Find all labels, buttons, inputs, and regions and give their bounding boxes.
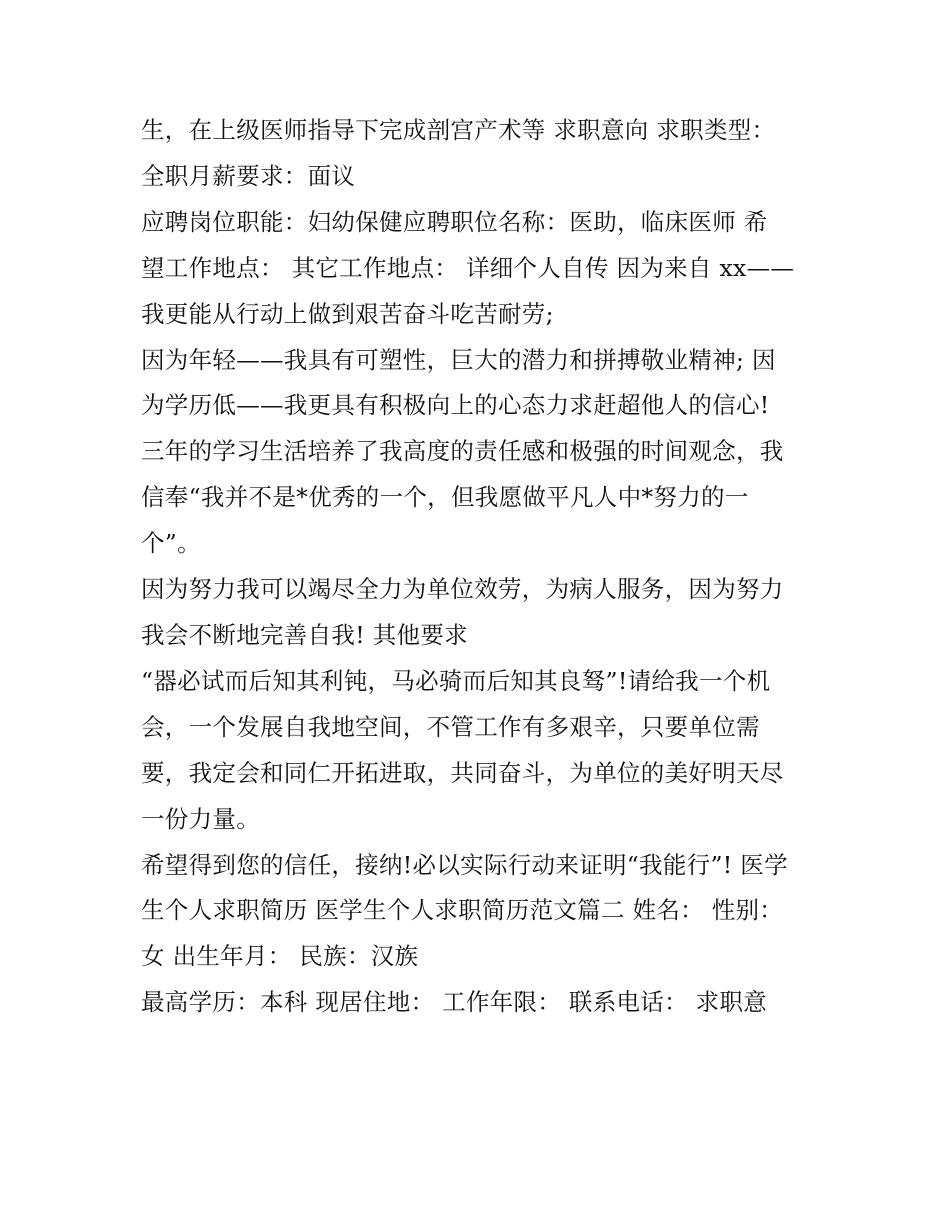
text-line: 生，在上级医师指导下完成剖宫产术等 求职意向 求职类型： (141, 116, 776, 144)
text-line: 望工作地点： 其它工作地点： 详细个人自传 因为来自 xx—— (141, 253, 795, 282)
text-line: 信奉“我并不是*优秀的一个，但我愿做平凡人中*努力的一 (141, 483, 749, 512)
text-line: 我更能从行动上做到艰苦奋斗吃苦耐劳; (141, 299, 554, 328)
text-line: 最高学历：本科 现居住地： 工作年限： 联系电话： 求职意 (141, 988, 768, 1017)
text-line: 因为努力我可以竭尽全力为单位效劳，为病人服务，因为努力 (141, 575, 784, 604)
text-line: 一份力量。 (141, 804, 260, 833)
text-line: 三年的学习生活培养了我高度的责任感和极强的时间观念，我 (141, 437, 784, 466)
text-line: “器必试而后知其利钝，马必骑而后知其良驽”!请给我一个机 (141, 666, 771, 695)
text-line: 为学历低——我更具有积极向上的心态力求赶超他人的信心! (141, 391, 770, 420)
text-line: 个”。 (141, 529, 201, 558)
text-line: 全职月薪要求：面议 (141, 161, 356, 190)
text-line: 因为年轻——我具有可塑性，巨大的潜力和拼搏敬业精神; 因 (141, 345, 776, 374)
text-line: 要，我定会和同仁开拓进取，共同奋斗，为单位的美好明天尽 (141, 758, 784, 787)
text-line: 应聘岗位职能：妇幼保健应聘职位名称：医助，临床医师 希 (141, 207, 768, 236)
text-line: 生个人求职简历 医学生个人求职简历范文篇二 姓名： 性别： (141, 896, 784, 925)
document-body (141, 108, 821, 1026)
text-line: 会，一个发展自我地空间，不管工作有多艰辛，只要单位需 (141, 712, 760, 741)
text-line: 我会不断地完善自我! 其他要求 (141, 620, 468, 649)
text-line: 女 出生年月： 民族：汉族 (141, 942, 419, 971)
text-line: 希望得到您的信任，接纳!必以实际行动来证明“我能行”! 医学 (141, 850, 788, 879)
